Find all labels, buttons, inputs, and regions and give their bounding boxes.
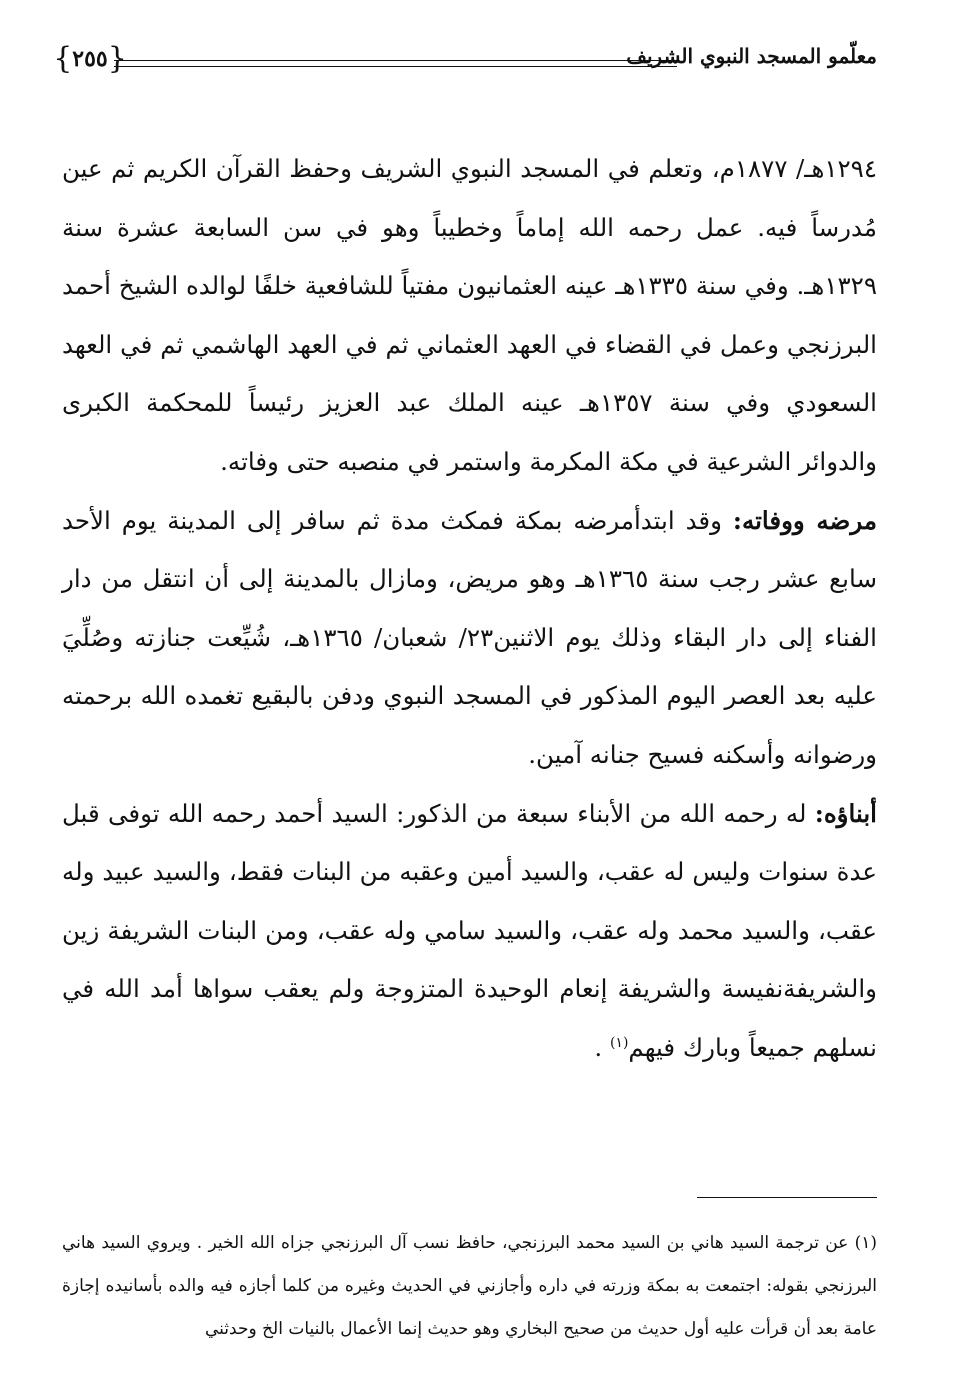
paragraph-children-end: . [594,1032,610,1062]
paragraph-biography: ١٢٩٤هـ/ ١٨٧٧م، وتعلم في المسجد النبوي الشريف وحفظ القرآن الكريم ثم عين مُدرساً فيه. عمل رحمه الله إماماً وخطيباً وهو في سن السابعة عشرة سنة ١٣٢٩هـ. وفي سنة ١٣٣٥هـ عينه العثمانيون مفتياً للشافعية خلفًا لوالده الشيخ أحمد البرزنجي وعمل في القضاء في العهد العثماني ثم في العهد الهاشمي ثم في العهد السعودي وفي سنة ١٣٥٧هـ عينه الملك عبد العزيز رئيساً للمحكمة الكبرى والدوائر الشرعية في مكة المكرمة واستمر في منصبه حتى وفاته. [62,154,877,476]
section-heading-children: أبناؤه: [814,798,877,828]
header-double-rule [114,60,677,67]
running-title: معلّمو المسجد النبوي الشريف [626,44,877,68]
footnote-separator [697,1197,877,1198]
page-header [53,41,877,82]
main-text [62,140,877,1078]
right-bracket-ornament: } [107,41,127,76]
page-number-text: ٢٥٥ [72,46,108,72]
footnote-1: (١) عن ترجمة السيد هاني بن السيد محمد البرزنجي، حافظ نسب آل البرزنجي جزاه الله الخير . ويروي السيد هاني البرزنجي بقوله: اجتمعت به بمكة وزرته في داره وأجازني في الحديث وغيره من كلما أجازه فيه والده بأسانيده إجازة عامة بعد أن قرأت عليه أول حديث من صحيح البخاري وهو حديث إنما الأعمال بالنيات الخ وحدثني [62,1233,878,1339]
footnote-reference[interactable]: (١) [609,1034,629,1051]
left-bracket-ornament: { [53,41,73,76]
section-heading-illness: مرضه ووفاته: [732,505,877,535]
paragraph-children-text: له رحمه الله من الأبناء سبعة من الذكور: السيد أحمد رحمه الله توفى قبل عدة سنوات وليس له عقب، والسيد أمين وعقبه من البنات فقط، والسيد عبيد وله عقب، والسيد محمد وله عقب، والسيد سامي وله عقب، ومن البنات الشريفة زين والشريفةنفيسة والشريفة إنعام الوحيدة المتزوجة ولم يعقب سواها أمد الله في نسلهم جميعاً وبارك فيهم [62,798,877,1062]
page-number [53,41,127,76]
footnotes [62,1222,877,1351]
paragraph-children [62,785,877,1078]
paragraph-illness-text: وقد ابتدأمرضه بمكة فمكث مدة ثم سافر إلى المدينة يوم الأحد سابع عشر رجب سنة ١٣٦٥هـ وهو مريض، ومازال بالمدينة إلى أن انتقل من دار الفناء إلى دار البقاء وذلك يوم الاثنين٢٣/ شعبان/ ١٣٦٥هـ، شُيِّعت جنازته وصُلِّيَ عليه بعد العصر اليوم المذكور في المسجد النبوي ودفن بالبقيع تغمده الله برحمته ورضوانه وأسكنه فسيح جنانه آمين. [62,505,877,769]
paragraph-illness-death [62,492,877,785]
